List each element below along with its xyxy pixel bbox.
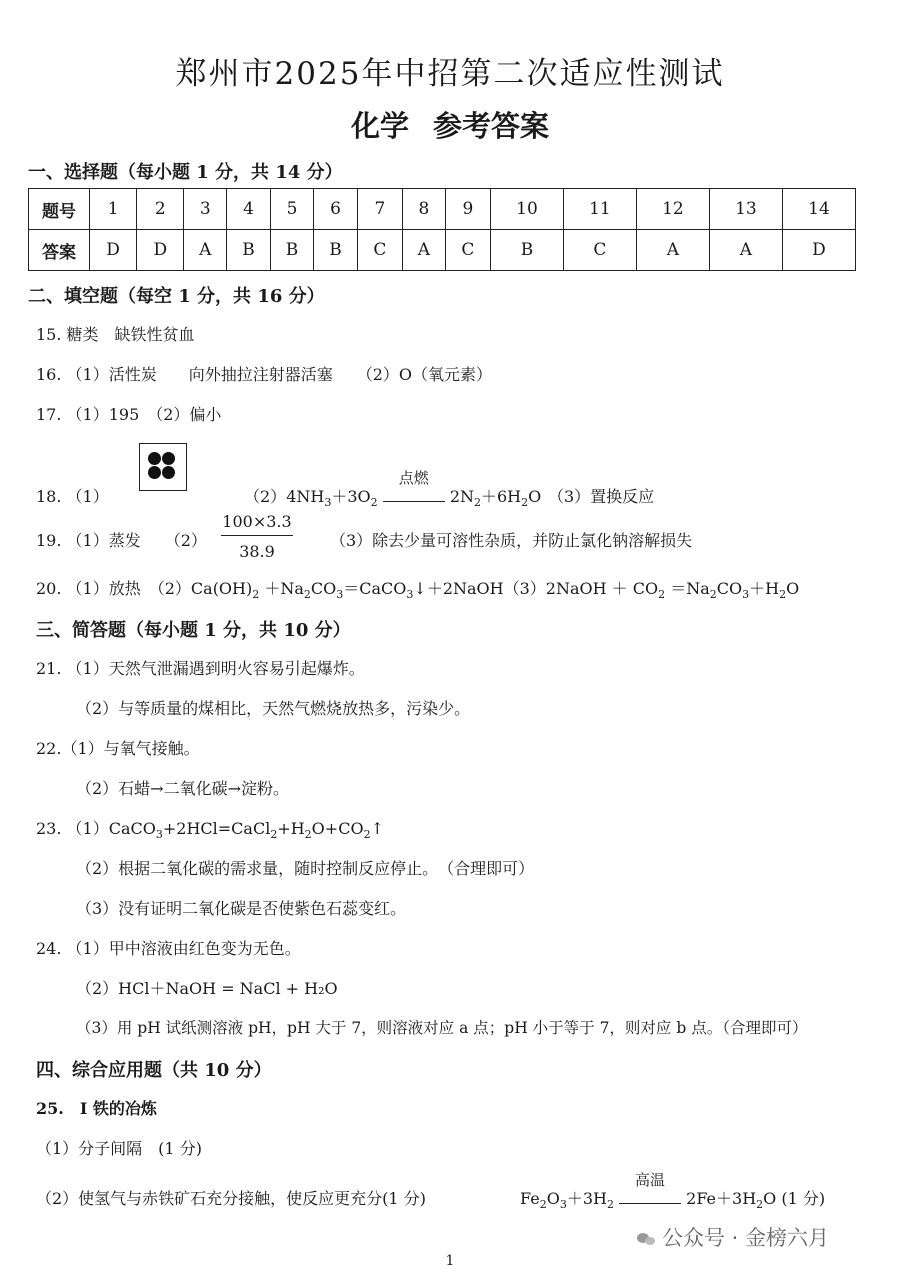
answer-23-3: （3）没有证明二氧化碳是否使紫色石蕊变红。	[76, 899, 407, 918]
question-number-cell: 1	[90, 189, 137, 230]
answer-18-equation: $(2)4NH_3+3O_2$ 点燃 $2N_2+6H_2O$	[244, 469, 542, 510]
answer-22-1: 22.（1）与氧气接触。	[36, 739, 200, 758]
answer-24-1: 24. （1）甲中溶液由红色变为无色。	[36, 939, 301, 958]
question-number-cell: 6	[314, 189, 358, 230]
condition-high-temp: 高温	[635, 1171, 666, 1189]
answer-18-label: 18. （1）	[36, 487, 109, 506]
question-number-cell: 5	[270, 189, 314, 230]
page-number: 1	[445, 1253, 455, 1269]
fraction-numerator: 100×3.3	[221, 512, 293, 536]
answer-15: 15. 糖类 缺铁性贫血	[36, 325, 195, 344]
subject-label: 化学	[350, 109, 409, 143]
answer-16: 16. （1）活性炭 向外抽拉注射器活塞 （2）O（氧元素）	[36, 365, 493, 384]
answer-19-part1: 19. （1）蒸发 （2）	[36, 531, 207, 550]
answer-cell: D	[90, 230, 137, 271]
answer-18-part3: （3）置换反应	[548, 487, 655, 506]
answer-24-2: （2）HCl＋NaOH = NaCl + H₂O	[76, 979, 338, 998]
answer-19-part3: （3）除去少量可溶性杂质，并防止氯化钠溶解损失	[330, 531, 693, 550]
answer-22-2: （2）石蜡→二氧化碳→淀粉。	[76, 779, 289, 798]
watermark	[636, 1222, 829, 1252]
answer-cell: A	[184, 230, 227, 271]
answer-23-1: 23. $(1)CaCO_3+2HCl=CaCl_2+H_2O+CO_2↑$	[36, 819, 384, 842]
wechat-icon	[636, 1232, 656, 1246]
watermark-text: 公众号 · 金榜六月	[662, 1226, 830, 1250]
document-subtitle	[0, 104, 900, 145]
answer-21-1: 21. （1）天然气泄漏遇到明火容易引起爆炸。	[36, 659, 365, 678]
question-number-cell: 3	[184, 189, 227, 230]
molecule-model-icon	[139, 443, 187, 491]
row-label-answer: 答案	[29, 230, 90, 271]
doc-type-label: 参考答案	[433, 109, 550, 143]
section-4-heading: 四、综合应用题（共 10 分）	[36, 1060, 272, 1081]
answer-25-2: （2）使氢气与赤铁矿石充分接触，使反应更充分(1 分)	[36, 1189, 426, 1208]
section-1-heading: 一、选择题（每小题 1 分，共 14 分）	[28, 162, 343, 183]
question-number-cell: 9	[445, 189, 490, 230]
answer-25-2-equation: $Fe_2O_3+3H_2$ 高温 $2Fe+3H_2O$ (1 分)	[520, 1171, 826, 1212]
document-title: 郑州市2025年中招第二次适应性测试	[175, 56, 725, 92]
row-label-question: 题号	[29, 189, 90, 230]
table-row-answers	[29, 230, 856, 271]
answer-25-1: （1）分子间隔 (1 分)	[36, 1139, 202, 1158]
question-number-cell: 7	[357, 189, 402, 230]
answer-cell: B	[227, 230, 271, 271]
answer-cell: B	[314, 230, 358, 271]
answer-cell: D	[137, 230, 184, 271]
answer-cell: D	[782, 230, 855, 271]
answer-cell: A	[636, 230, 709, 271]
answer-cell: A	[709, 230, 782, 271]
question-number-cell: 8	[402, 189, 445, 230]
question-number-cell: 2	[137, 189, 184, 230]
answer-24-3: （3）用 pH 试纸测溶液 pH，pH 大于 7，则溶液对应 a 点；pH 小于等于 7，则对应 b 点。（合理即可）	[76, 1019, 808, 1037]
question-number-cell: 11	[563, 189, 636, 230]
answer-cell: C	[445, 230, 490, 271]
table-row-numbers	[29, 189, 856, 230]
answer-23-2: （2）根据二氧化碳的需求量，随时控制反应停止。 （合理即可）	[76, 859, 535, 878]
answer-cell: C	[357, 230, 402, 271]
answer-20: 20. （1）放热 $(2)Ca(OH)_2$ $+Na_2CO_3=CaCO_3↓+2NaOH(3)2NaOH + CO_2 =Na_2CO_3+H_2O$	[36, 579, 800, 602]
answer-cell: C	[563, 230, 636, 271]
section-2-heading: 二、填空题（每空 1 分，共 16 分）	[28, 286, 325, 307]
question-number-cell: 10	[490, 189, 563, 230]
answer-17: 17. （1）195 （2）偏小	[36, 405, 222, 424]
section-3-heading: 三、简答题（每小题 1 分，共 10 分）	[36, 620, 351, 641]
question-number-cell: 14	[782, 189, 855, 230]
answer-cell: B	[490, 230, 563, 271]
answer-21-2: （2）与等质量的煤相比，天然气燃烧放热多，污染少。	[76, 699, 471, 718]
answer-19-fraction	[221, 512, 293, 561]
answer-25-title: 25. Ⅰ 铁的冶炼	[36, 1099, 157, 1118]
question-number-cell: 13	[709, 189, 782, 230]
question-number-cell: 12	[636, 189, 709, 230]
condition-ignite: 点燃	[398, 469, 429, 487]
answer-table	[28, 188, 856, 271]
answer-cell: A	[402, 230, 445, 271]
question-number-cell: 4	[227, 189, 271, 230]
fraction-denominator: 38.9	[239, 542, 275, 561]
answer-cell: B	[270, 230, 314, 271]
